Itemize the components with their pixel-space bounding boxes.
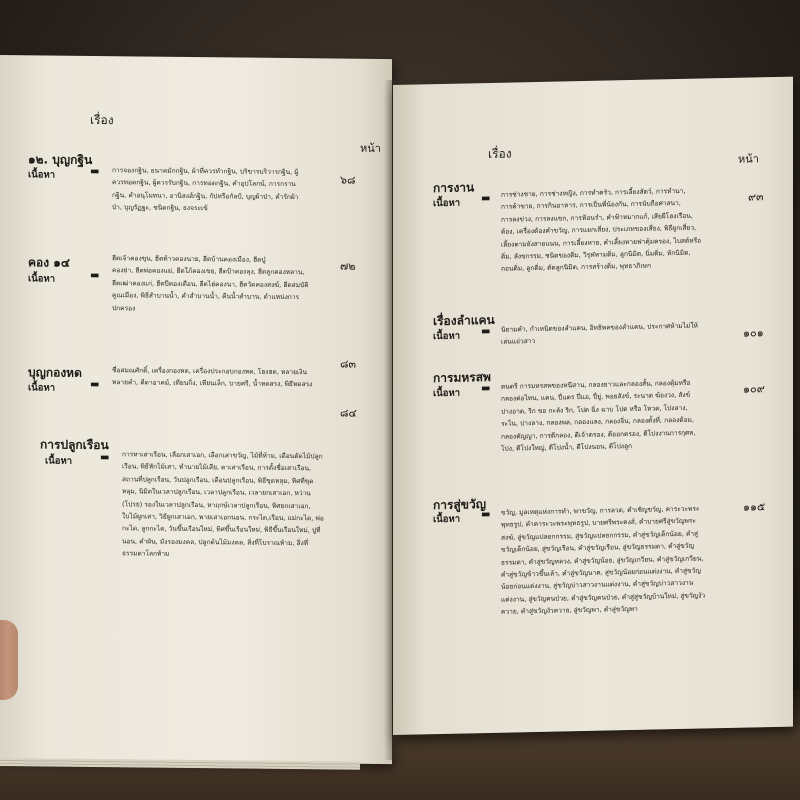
entry-lines <box>112 364 352 391</box>
entry-line: เลี้ยงตามยังสายแนน, การเลี้ยงหาย, คำเลี้ยงหายฟาคุ้มครอง, ไบสต์หรีอ <box>501 236 702 249</box>
entry-line: คำสู่ขวัญข้าวขึ้นเล้า, คำสู่ขวัญนาค, สู่ขวัญน้อยก่อนแต่งงาน, คำสู่ขวัญ <box>501 566 701 579</box>
thumb <box>0 620 18 700</box>
entry-dash: ▬ <box>100 452 110 464</box>
entry-line: หลายคำ, คีดาอาคม์, เทียนกิ่ง, เทียนเล็ก, บายศรี, น้ำหดสรง, พิธีหดสรง <box>112 378 313 389</box>
entry-line: ขวัญ, มูลเหตุแห่งการทำ, พาขวัญ, การลวด, คำเชิญขวัญ, คาระวะพระ <box>501 504 700 517</box>
entry-line: นิยามคำ, กำเหนิดของลำแคน, อิทธิพลของลำแคน, ประกาศห้ามไม่ให้ <box>501 321 698 334</box>
entry-line: การช่างชาย, การช่างหญิง, การทำครัว, การเลี้ยงสัตว์, การทำนา, <box>501 186 686 199</box>
left-page <box>0 55 392 764</box>
entry-dash: ▬ <box>481 325 491 338</box>
left-page-header: เรื่อง <box>90 112 114 128</box>
entry-line: การค้าขาย, การกินอาหาร, การเป็นพี่น้องกัน, การนับถือศาสนา, <box>501 199 681 212</box>
entry-dash: ▬ <box>90 165 100 178</box>
entry-line: ป่า, บุญรัฏฐะ, ชนิดกฐิน, ธงจระเข้ <box>112 203 208 213</box>
entry-label: เนื้อหา <box>433 387 461 400</box>
entry-line: หลุม, นิมิตในเวลาปลูกเรือน, เวลาปลูกเรือน, เวลายกเสาเอก, หว่าน <box>122 487 311 498</box>
entry-line: เล่นแอ่วสาว <box>501 337 536 347</box>
entry-page-number: ๙๓ <box>748 190 764 204</box>
entry-line: กลองตัญญา, การตีกลอง, ตีเจ้าตรอง, ตีออกตรอง, ตีโปงงานการกุศล, <box>501 428 696 441</box>
entry-dash: ▬ <box>90 269 100 282</box>
right-page-col-label: หน้า <box>738 152 759 166</box>
left-page-col-label: หน้า <box>360 141 381 155</box>
entry-line: การจองกฐิน, ธนาคมักกฐิน, ผ้าที่ควรทำกฐิน, บริขารบริวารกฐิน, ผู้ <box>112 166 299 177</box>
right-page <box>393 77 793 735</box>
entry-title: การมหรสพ <box>433 369 491 386</box>
entry-line: ระไน, ปางลาง, กลองพล, กลองแลง, กลองจิ่น, กลองตั้งที่, กลองต้อม, <box>501 415 694 428</box>
entry-title: บุญกองหด <box>28 365 82 380</box>
entry-line: ฮีตเฒ่าคองแก่, ฮีตปีคองเดือน, ฮีตไฮ่คองนา, ฮีตวัดคองสงฆ์, ฮีตสมบัติ <box>112 278 309 290</box>
entry-line: ถอนดิ่ม, ลูกดิ่ม, ตัดลูกนิมิต, การสร้างดิ่ม, พุทธาภิเษก <box>501 262 651 274</box>
entry-line: ควาย, คำสู่ขวัญงัวควาย, สู่ขวัญพา, คำสู่ขวัญพา <box>501 605 638 616</box>
entry-line: สถานที่ปลูกเรือน, วันปลูกเรือน, เดือนปลูกเรือน, พิธีขุดหลุม, ทิศที่ขุด <box>122 475 314 486</box>
entry-label: เนื้อหา <box>45 455 73 467</box>
entry-label: เนื้อหา <box>433 513 461 526</box>
entry-title: เรื่องลำแคน <box>433 312 495 329</box>
entry-page-number: ๑๐๙ <box>743 382 765 396</box>
entry-line: การหาเสาเรือน, เลือกเสาเอก, เลือกเสาขวัญ, ไม้ที่ห้าม, เดือนตัดไม้ปลูก <box>122 450 323 461</box>
entry-page-number: ๑๑๕ <box>743 500 766 514</box>
entry-line: คูณเมือง, พิธีสำบานน้ำ, คำสำบานน้ำ, คืนน้ำสำบาน, ตำแหน่งการ <box>112 291 300 302</box>
entry-line: การลงข่วง, การลงแขก, การฟ้อนรำ, คำฟ้าหมากแก้, เสียผีโฮงเรือน, <box>501 211 693 224</box>
entry-title: การสู่ขวัญ <box>433 497 486 513</box>
entry-line: กะได, ลูกกะได, วันขึ้นเรือนใหม่, ทิศขึ้นเรือนใหม่, พิธีขึ้นเรือนใหม่, ปูที่ <box>122 524 321 535</box>
entry-line: นอน, คำผัน, มังรองมงคล, ปลูกต้นไม้มงคล, สิ่งที่โบราณห้าม, สิ่งที่ <box>122 537 309 548</box>
entry-line: ใบไม้ผูกเสา, วิธีผูกเสาเอก, พายเสาเอกนอน, กระได,เรือน, แม่กะได, พ่อ <box>122 512 324 523</box>
entry-line: สงฆ์, สู่ขวัญแปลยกกรรม, สู่ขวัญแปลยกกรรม, คำสู่ขวัญเด็กน้อย, คำสู่ <box>501 529 699 542</box>
entry-label: เนื้อหา <box>28 169 56 181</box>
entry-label: เนื้อหา <box>28 273 56 285</box>
entry-lines <box>501 319 741 349</box>
entry-line: ชื่อสมณศักดิ์, เครื่องกองหด, เครื่องประกอบกองหด, โฮงฮด, หลายเงิน <box>112 366 307 377</box>
entry-line: ดิ่ม, สังขกรรม, ชนิดของดิ่ม, วิรุฬหามดิ่ม, ลูกนิมิต, นิ่มดิ่ม, ทักนิมิต, <box>501 248 691 261</box>
entry-line: โปง, ตีโปงใหญ่, ตีโปงน้ำ, ตีโปงนอน, ตีโปงลูก <box>501 442 633 453</box>
entry-page-number: ๘๔ <box>340 406 357 420</box>
entry-line: ต้อง, เครื่องต้องคำขวัญ, การแยกเสี่ยง, ประเภทของเสี่ยง, พิธีผูกเสี่ยว, <box>501 223 697 236</box>
entry-page-number: ๑๐๑ <box>743 326 764 340</box>
entry-line: ธรรมดาโลกห้าม <box>122 549 170 559</box>
entry-line: แต่งงาน, สู่ขวัญคนป่วย, คำสู่ขวัญคนป่วย, คำสู่สู่ขวัญบ้านใหม่, สู่ขวัญงัว <box>501 591 706 604</box>
entry-dash: ▬ <box>481 192 491 205</box>
entry-page-number: ๘๓ <box>340 357 357 371</box>
entry-line: ควรทอดกฐิน, ผู้ควรรับกฐิน, การทอดกฐิน, คำอุปโลกน์, การกราน <box>112 178 296 189</box>
entry-line: (โปรย) รองในเวลาปลูกเรือน, หาฤกษ์เวลาปลูกเรือน, ทิศยกเสาเอก, <box>122 499 311 510</box>
entry-lines <box>122 448 362 562</box>
entry-label: เนื้อหา <box>433 197 461 210</box>
entry-lines <box>501 376 741 455</box>
entry-dash: ▬ <box>90 378 100 391</box>
entry-label: เนื้อหา <box>28 382 56 394</box>
entry-title: การปลูกเรือน <box>40 437 109 453</box>
entry-dash: ▬ <box>481 382 491 395</box>
entry-line: ปางอาด, ริก ขอ กะลัง ริก, โปต ฉิ่ง ฉาบ โปต หรือ โหวด, โปงลาง, <box>501 403 688 416</box>
entry-line: ฮีตเจ้าคองขุน, ฮีตท้าวคองนาย, ฮีตบ้านคองเมือง, ฮีตปู่ <box>112 254 266 264</box>
entry-title: ๑๒. บุญกฐิน <box>28 152 93 167</box>
entry-lines <box>112 164 352 216</box>
entry-line: ดนตรี การมหรสพของหนึสาน, กลองยาวและกลองสั้น, กลองตุ้มหรือ <box>501 378 691 391</box>
entry-line: คองย่า, ฮีตพ่อคองแม่, ฮีตใภ้คองเขย, ฮีตป้าคองลุง, ฮีตลูกคองหลาน, <box>112 266 305 277</box>
entry-dash: ▬ <box>481 508 491 521</box>
entry-lines <box>501 184 741 276</box>
entry-line: น้อยก่อนแต่งงาน, สู่ขวัญบ่าวสาวงานแต่งงาน, คำสู่ขวัญบ่าวสาวงาน <box>501 579 694 592</box>
entry-line: ขวัญเด็กน้อย, สู่ขวัญเรือน, คำสู่ขวัญเรือน, สู่ขวัญธรรมดา, คำสู่ขวัญ <box>501 541 695 554</box>
entry-line: ธรรมดา, คำสู่ขวัญหลวง, คำสู่ขวัญน้อย, สู่ขวัญเกวียน, คำสู่ขวัญเกวียน, <box>501 554 704 567</box>
entry-title: คอง ๑๔ <box>28 255 70 270</box>
entry-page-number: ๗๒ <box>340 259 356 273</box>
entry-line: เรือน, พิธีหักไม้เสา, ทำนายไม้เสีย, ตาเสาเรือน, การตั้งชื่อเสาเรือน, <box>122 462 312 473</box>
entry-line: กลองต่อไทน, แคน, ปี่แตร ปี่แอ, ปี่ยู่, พอยสังข์, ระนาด ฆ้องวง, สังข์ <box>501 391 691 404</box>
entry-lines <box>112 252 352 317</box>
entry-line: พุทธรูป, คำคาระวะพระพุทธรูป, บายศรีพระคงส์, คำบายศรีสู่ขวัญพระ <box>501 517 696 530</box>
right-page-header: เรื่อง <box>488 146 512 162</box>
entry-line: กฐิน, คำอนุโมทนา, อานิสงส์กฐิน, กัปหรือกัลป์, บุญผ้าป่า, คำรักผ้า <box>112 190 299 201</box>
entry-page-number: ๖๘ <box>340 173 356 187</box>
entry-title: การงาน <box>433 180 475 196</box>
entry-lines <box>501 502 741 619</box>
entry-label: เนื้อหา <box>433 330 461 343</box>
entry-line: ปกครอง <box>112 303 136 313</box>
